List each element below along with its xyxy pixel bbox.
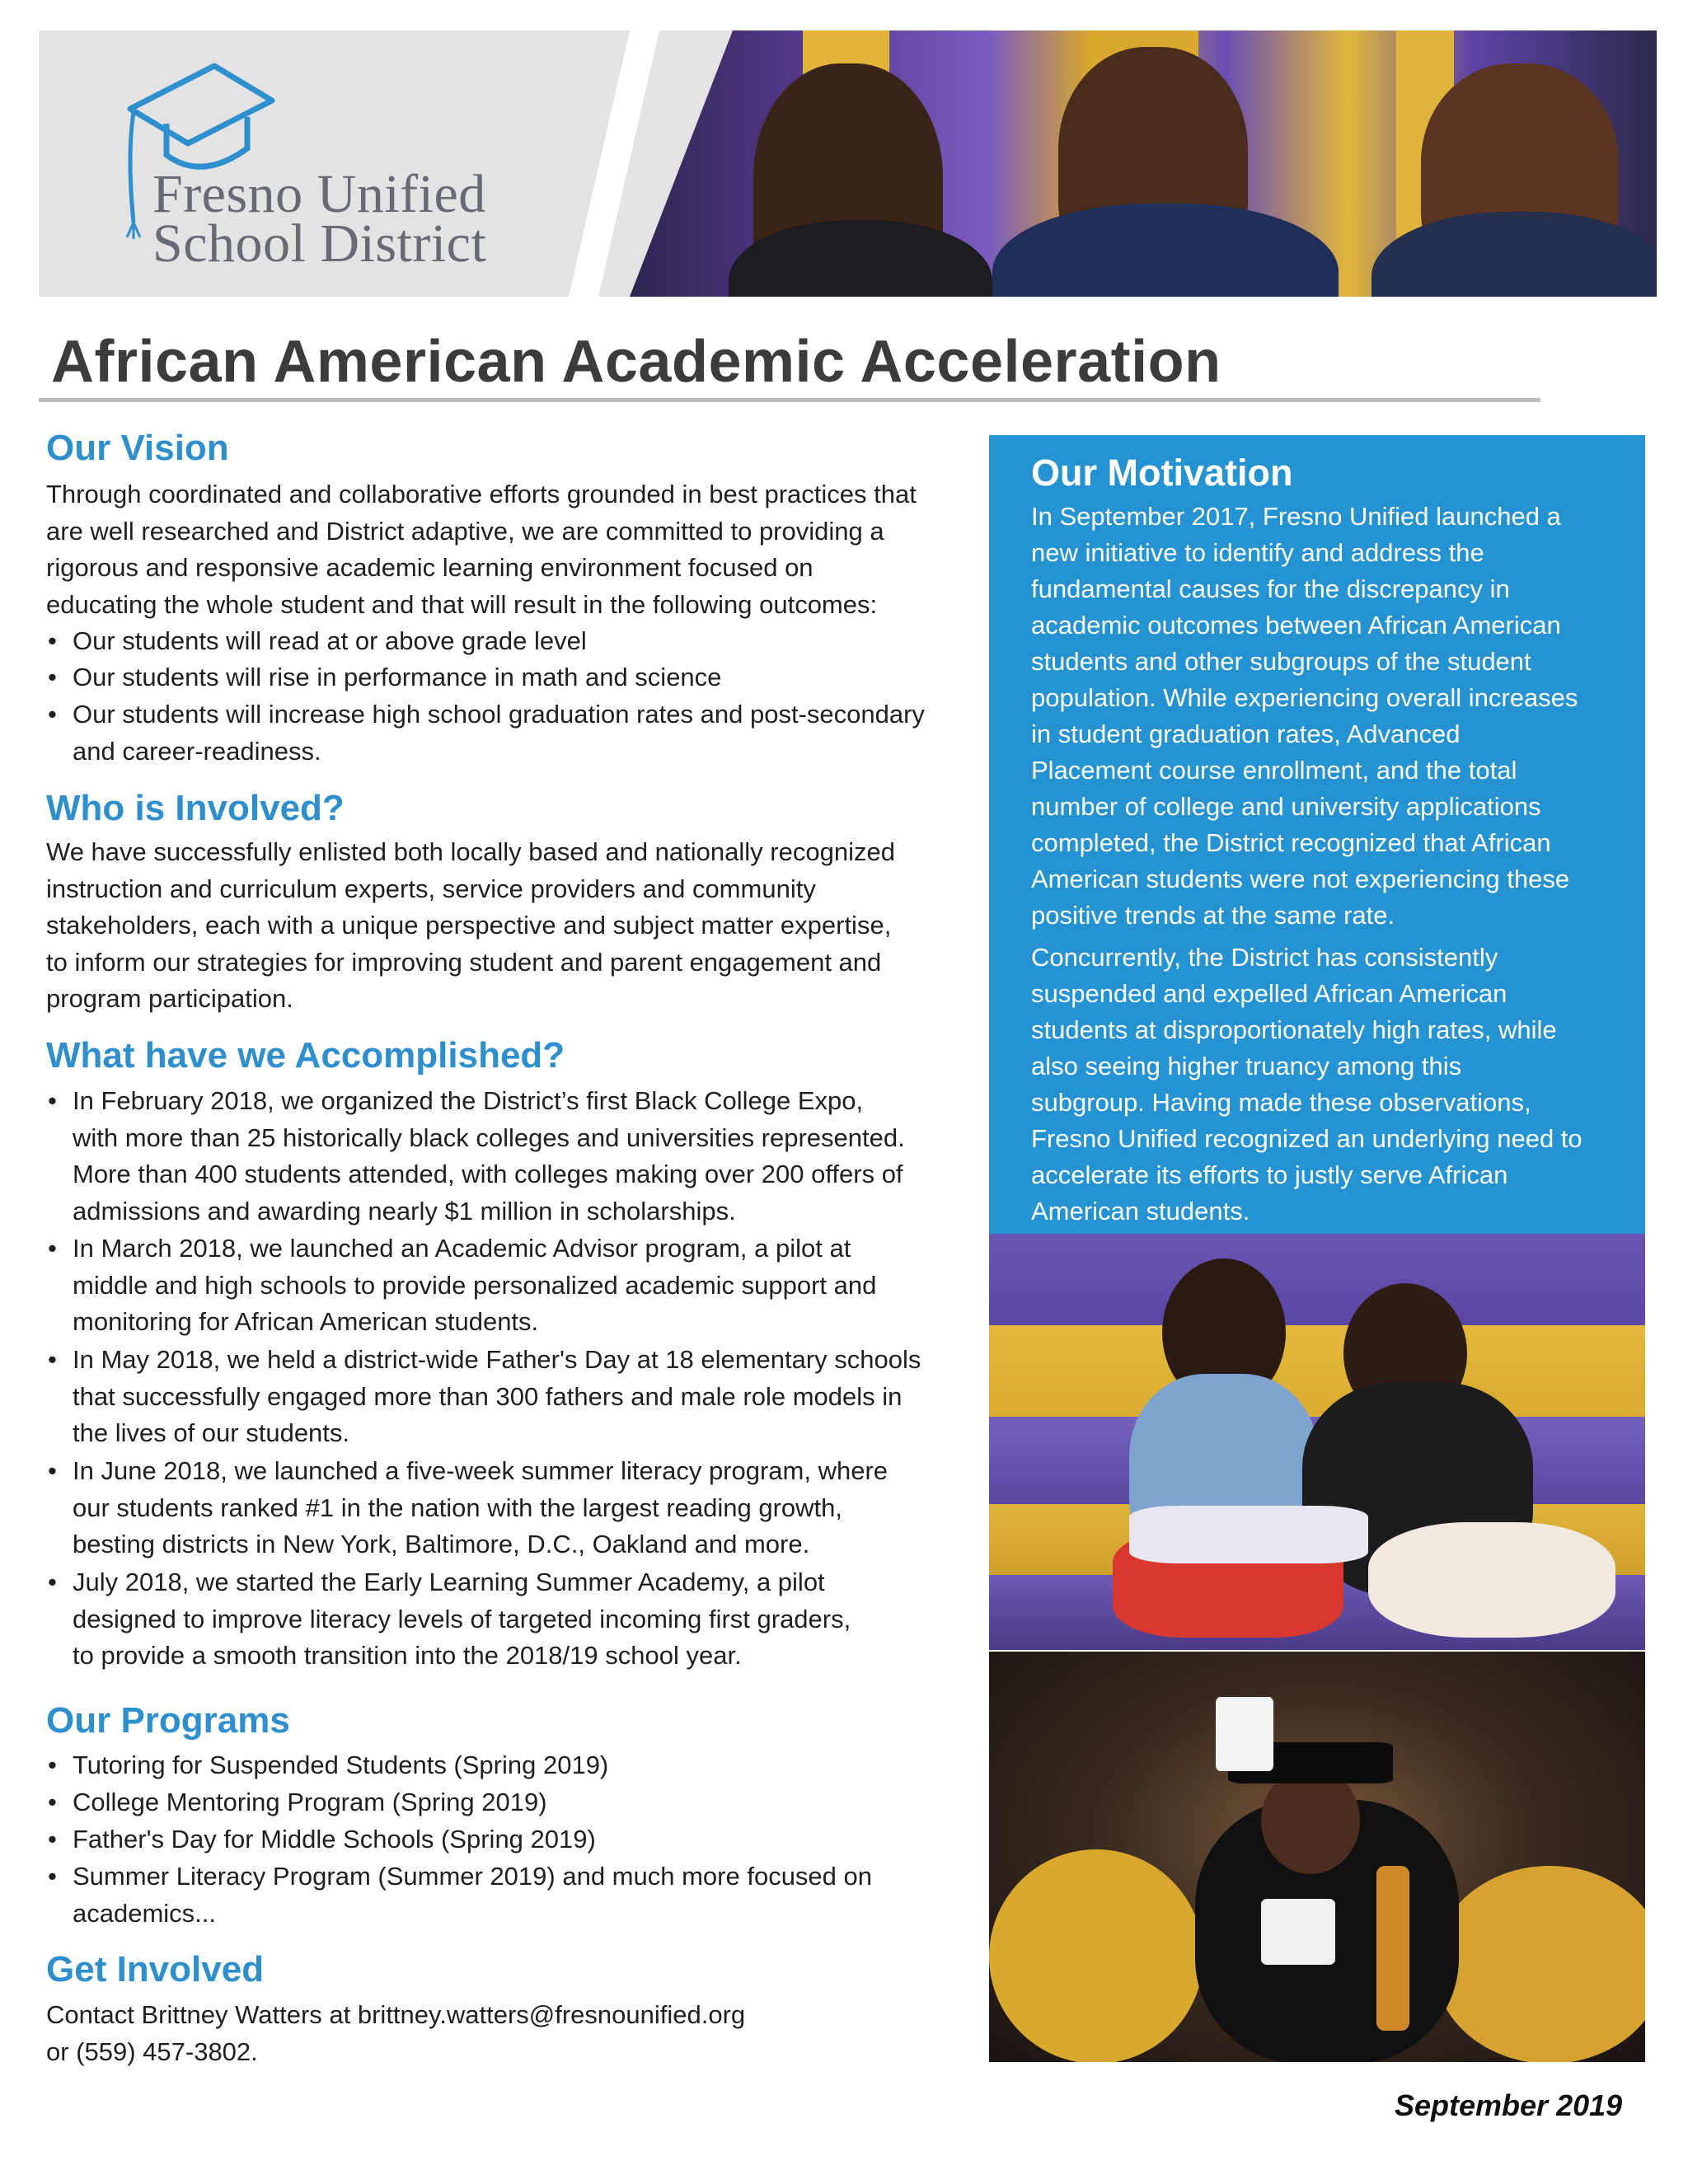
page-title: African American Academic Acceleration [51, 329, 1221, 395]
bullet-text: middle and high schools to provide personalized academic support and [73, 1270, 877, 1300]
bullet-text: academics... [73, 1898, 217, 1928]
bullet-text: that successfully engaged more than 300 fathers and male role models in [73, 1381, 903, 1411]
text-line: program participation. [46, 984, 293, 1013]
bullet-text: with more than 25 historically black colleges and universities represented. [73, 1122, 905, 1152]
bullet-text: • In March 2018, we launched an Academic Advisor program, a pilot at [48, 1230, 876, 1268]
bullet-text: • College Mentoring Program (Spring 2019) [48, 1784, 547, 1821]
text-line: Fresno Unified recognized an underlying need to [1031, 1124, 1582, 1153]
bullet-text: designed to improve literacy levels of targeted incoming first graders, [73, 1604, 851, 1633]
bullet-text: besting districts in New York, Baltimore, D.C., Oakland and more. [73, 1530, 810, 1558]
photo-students-reading [989, 1234, 1645, 1650]
bullet-text: • Summer Literacy Program (Summer 2019) and much more focused on [48, 1858, 872, 1896]
bullet-text: • July 2018, we started the Early Learning Summer Academy, a pilot [48, 1564, 851, 1601]
text-line: rigorous and responsive academic learning environment focused on [46, 553, 814, 582]
text-line: We have successfully enlisted both locally based and nationally recognized [46, 837, 895, 866]
text-line: new initiative to identify and address the [1031, 538, 1484, 567]
bullet-text: • Tutoring for Suspended Students (Spring 2019) [48, 1747, 608, 1784]
bullet-text: our students ranked #1 in the nation with the largest reading growth, [73, 1493, 843, 1522]
text-line: subgroup. Having made these observations, [1031, 1088, 1531, 1117]
text-line: fundamental causes for the discrepancy in [1031, 574, 1510, 603]
bullet-text: • Our students will read at or above grade level [48, 623, 587, 660]
vision-bullet-2 [48, 659, 721, 696]
bullet-text: monitoring for African American students. [73, 1307, 539, 1336]
vision-bullet-3 [48, 696, 925, 770]
bullet-text: • Our students will increase high school graduation rates and post-secondary [48, 696, 925, 733]
text-line: in student graduation rates, Advanced [1031, 719, 1461, 748]
programs-bullet-2 [48, 1784, 547, 1821]
vision-bullet-1 [48, 623, 587, 660]
bullet-text: to provide a smooth transition into the 2018/19 school year. [73, 1641, 742, 1670]
text-line: also seeing higher truancy among this [1031, 1052, 1462, 1080]
text-line: population. While experiencing overall increases [1031, 683, 1578, 712]
bullet-text: • Father's Day for Middle Schools (Spring 2019) [48, 1821, 596, 1858]
text-line: accelerate its efforts to justly serve African [1031, 1160, 1508, 1189]
bullet-text: • Our students will rise in performance in math and science [48, 659, 721, 696]
text-line: suspended and expelled African American [1031, 979, 1507, 1008]
bullet-text: the lives of our students. [73, 1418, 350, 1447]
org-name-line1: Fresno Unified [152, 164, 486, 224]
motivation-heading: Our Motivation [1031, 452, 1293, 494]
bullet-text: • In June 2018, we launched a five-week summer literacy program, where [48, 1453, 888, 1490]
accomplished-bullet-5 [48, 1564, 851, 1675]
title-divider [39, 398, 1540, 402]
text-line: In September 2017, Fresno Unified launched a [1031, 502, 1561, 531]
programs-bullet-3 [48, 1821, 596, 1858]
programs-heading: Our Programs [46, 1700, 290, 1741]
vision-heading: Our Vision [46, 428, 229, 468]
accomplished-bullet-3 [48, 1342, 921, 1452]
contact-paragraph [46, 1997, 745, 2070]
text-line: stakeholders, each with a unique perspective and subject matter expertise, [46, 911, 892, 940]
accomplished-bullet-4 [48, 1453, 888, 1563]
header-photo-students [630, 30, 1657, 297]
contact-line: or (559) 457-3802. [46, 2036, 258, 2066]
vision-paragraph [46, 476, 917, 623]
text-line: American students were not experiencing these [1031, 865, 1570, 893]
accomplished-bullet-2 [48, 1230, 876, 1341]
bullet-text: and career-readiness. [73, 736, 321, 766]
text-line: positive trends at the same rate. [1031, 901, 1395, 930]
text-line: Through coordinated and collaborative efforts grounded in best practices that [46, 480, 917, 509]
bullet-text: • In May 2018, we held a district-wide Father's Day at 18 elementary schools [48, 1342, 921, 1379]
text-line: academic outcomes between African American [1031, 611, 1561, 640]
text-line: Placement course enrollment, and the total [1031, 756, 1517, 785]
text-line: completed, the District recognized that African [1031, 828, 1551, 857]
accomplished-bullet-1 [48, 1083, 905, 1230]
programs-bullet-4 [48, 1858, 872, 1932]
bullet-text: • In February 2018, we organized the District’s first Black College Expo, [48, 1083, 905, 1120]
involved-heading: Who is Involved? [46, 788, 345, 828]
org-name-line2: School District [152, 213, 487, 274]
text-line: Concurrently, the District has consistently [1031, 943, 1498, 972]
text-line: are well researched and District adaptive, we are committed to providing a [46, 516, 884, 546]
bullet-text: admissions and awarding nearly $1 million in scholarships. [73, 1196, 736, 1226]
photo-graduation-celebration [989, 1652, 1645, 2062]
contact-line: Contact Brittney Watters at brittney.watters@fresnounified.org [46, 2000, 746, 2029]
text-line: number of college and university applications [1031, 792, 1541, 821]
involved-paragraph [46, 834, 895, 1018]
accomplished-heading: What have we Accomplished? [46, 1035, 565, 1076]
programs-bullet-1 [48, 1747, 608, 1784]
text-line: educating the whole student and that will result in the following outcomes: [46, 589, 878, 619]
text-line: students and other subgroups of the student [1031, 647, 1531, 676]
publication-date: September 2019 [1395, 2088, 1623, 2122]
get-involved-heading: Get Involved [46, 1949, 265, 1990]
motivation-paragraph-2 [1031, 940, 1582, 1230]
text-line: students at disproportionately high rates, while [1031, 1015, 1557, 1044]
text-line: to inform our strategies for improving student and parent engagement and [46, 947, 882, 977]
motivation-paragraph-1 [1031, 499, 1578, 934]
text-line: instruction and curriculum experts, service providers and community [46, 874, 816, 903]
text-line: American students. [1031, 1197, 1250, 1226]
bullet-text: More than 400 students attended, with colleges making over 200 offers of [73, 1160, 903, 1188]
